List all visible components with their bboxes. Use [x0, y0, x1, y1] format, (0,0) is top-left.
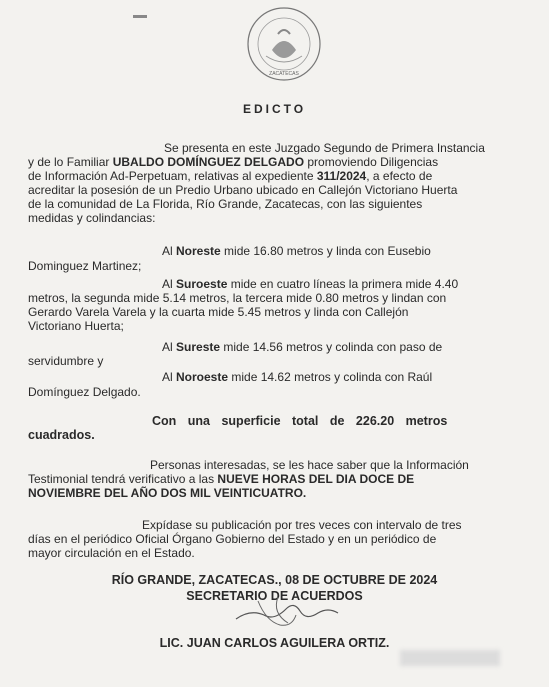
- publication-line-3: mayor circulación en el Estado.: [28, 546, 195, 560]
- measure-noroeste: Al Noroeste mide 14.62 metros y colinda con Raúl: [162, 370, 433, 384]
- intro-line-5: de la comunidad de La Florida, Río Grande, Zacatecas, con las siguientes: [28, 197, 423, 211]
- document-title: EDICTO: [242, 102, 307, 116]
- intro-line-6: medidas y colindancias:: [28, 211, 156, 225]
- expediente-number: 311/2024: [316, 169, 367, 183]
- stamp-smudge: [400, 650, 500, 666]
- place-date: RÍO GRANDE, ZACATECAS., 08 DE OCTUBRE DE 2024: [111, 573, 438, 587]
- intro-line-2: y de lo Familiar UBALDO DOMÍNGUEZ DELGADO promoviendo Diligencias: [28, 155, 439, 169]
- measure-sureste-cont: servidumbre y: [28, 354, 104, 368]
- surface-line-2: cuadrados.: [28, 428, 95, 442]
- court-seal-icon: [236, 4, 332, 84]
- notice-line-2: Testimonial tendrá verificativo a las NUEVE HORAS DEL DIA DOCE DE: [28, 472, 415, 486]
- seal-label: ZACATECAS: [269, 71, 299, 77]
- signer-role: SECRETARIO DE ACUERDOS: [186, 589, 363, 603]
- measure-noroeste-cont: Domínguez Delgado.: [28, 385, 141, 399]
- measure-noreste-cont: Dominguez Martinez;: [28, 259, 142, 273]
- measure-suroeste: Al Suroeste mide en cuatro líneas la primera mide 4.40: [162, 277, 459, 291]
- surface-line-1: Con una superficie total de 226.20 metros: [152, 414, 448, 428]
- publication-line-1: Expídase su publicación por tres veces con intervalo de tres: [142, 518, 462, 532]
- measure-noreste: Al Noreste mide 16.80 metros y linda con Eusebio: [162, 244, 431, 258]
- publication-line-2: días en el periódico Oficial Órgano Gobierno del Estado y en un periódico de: [28, 532, 437, 546]
- signer-name: LIC. JUAN CARLOS AGUILERA ORTIZ.: [159, 636, 390, 650]
- notice-line-1: Personas interesadas, se les hace saber que la Información: [150, 458, 469, 472]
- measure-suroeste-4: Victoriano Huerta;: [28, 319, 124, 333]
- ink-mark: [133, 15, 147, 18]
- notice-line-3: NOVIEMBRE DEL AÑO DOS MIL VEINTICUATRO.: [28, 486, 307, 500]
- measure-suroeste-3: Gerardo Varela Varela y la cuarta mide 5.45 metros y linda con Callejón: [28, 305, 409, 319]
- measure-sureste: Al Sureste mide 14.56 metros y colinda con paso de: [162, 340, 443, 354]
- intro-line: Se presenta en este Juzgado Segundo de Primera Instancia: [164, 141, 485, 155]
- promovente-name: UBALDO DOMÍNGUEZ DELGADO: [112, 155, 305, 169]
- hearing-time: NUEVE HORAS DEL DIA DOCE DE: [217, 472, 415, 486]
- measure-suroeste-2: metros, la segunda mide 5.14 metros, la tercera mide 0.80 metros y lindan con: [28, 291, 447, 305]
- intro-line-3: de Información Ad-Perpetuam, relativas al expediente 311/2024, a efecto de: [28, 169, 433, 183]
- intro-line-4: acreditar la posesión de un Predio Urbano ubicado en Callejón Victoriano Huerta: [28, 183, 458, 197]
- handwritten-signature: [228, 593, 348, 633]
